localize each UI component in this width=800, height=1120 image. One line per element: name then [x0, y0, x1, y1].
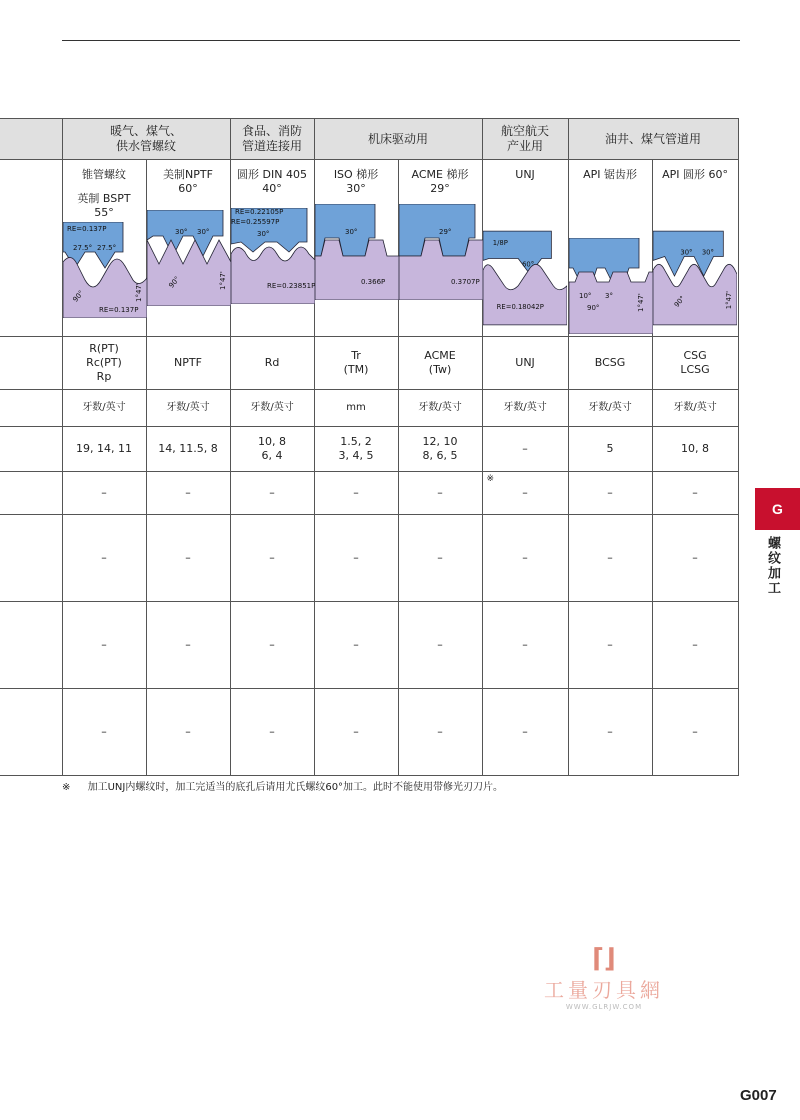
tool-row-3: [0, 602, 738, 689]
pitch-cell: 5: [568, 427, 652, 472]
profile-bspt: [62, 160, 146, 337]
dash-cell: –: [652, 515, 738, 602]
diagram-label: 30°: [344, 227, 357, 236]
dash-cell: –: [314, 602, 398, 689]
row-label-tool-2: [0, 515, 62, 602]
profile-sub: 30°: [346, 182, 366, 195]
thread-diagram-iso-trapezoid: [315, 204, 399, 300]
pitch-cell: 10, 8 6, 4: [230, 427, 314, 472]
thread-diagram-api-buttress: [569, 238, 653, 334]
profile-name: ACME 梯形: [411, 168, 469, 181]
diagram-label: 1°47': [134, 282, 143, 302]
profile-nptf: [146, 160, 230, 337]
thread-diagram-din405: [231, 208, 315, 304]
dash-cell: –: [230, 689, 314, 776]
section-tab[interactable]: [755, 488, 800, 530]
diagram-label: 60°: [521, 260, 534, 269]
unit-cell: mm: [314, 390, 398, 427]
dash-cell: –: [230, 472, 314, 515]
dash-cell-noted: [482, 472, 568, 515]
watermark: [534, 944, 674, 1011]
profile-acme: [398, 160, 482, 337]
profile-api-buttress: [568, 160, 652, 337]
diagram-label: 1°47': [724, 290, 733, 310]
code-cell: R(PT) Rc(PT) Rp: [62, 337, 146, 390]
pitch-cell: –: [482, 427, 568, 472]
diagram-label: 30°: [196, 227, 209, 236]
row-label-unit: [0, 390, 62, 427]
diagram-label: 30°: [256, 229, 269, 238]
tool-row-2: [0, 515, 738, 602]
dash-cell: –: [62, 689, 146, 776]
watermark-logo-icon: ⌈⌋: [592, 944, 616, 974]
profile-name: API 圆形 60°: [662, 168, 728, 181]
section-tab-label: 螺纹加工: [765, 536, 780, 596]
diagram-label: 90°: [70, 288, 85, 304]
profile-name: 锥管螺纹: [82, 168, 126, 181]
thread-diagram-unj: [483, 230, 567, 326]
unit-row: [0, 390, 738, 427]
dash-cell: –: [62, 472, 146, 515]
pitch-cell: 10, 8: [652, 427, 738, 472]
dash-cell: –: [62, 515, 146, 602]
footnote-text: 加工UNJ内螺纹时，加工完适当的底孔后请用尤氏螺纹60°加工。此时不能使用带修光刃刀片。: [87, 782, 504, 793]
unit-cell: 牙数/英寸: [652, 390, 738, 427]
category-heating: 暖气、煤气、 供水管螺纹: [62, 119, 230, 160]
profile-iso-trapezoid: [314, 160, 398, 337]
unit-cell: 牙数/英寸: [568, 390, 652, 427]
tool-row-1: [0, 472, 738, 515]
pitch-cell: 1.5, 2 3, 4, 5: [314, 427, 398, 472]
section-tab-letter: G: [772, 501, 783, 517]
profile-row: [0, 160, 738, 337]
profile-name: 美制NPTF: [163, 168, 213, 181]
category-row: [0, 119, 738, 160]
profile-sub: 60°: [178, 182, 198, 195]
code-cell: Tr (TM): [314, 337, 398, 390]
row-label-tool-3: [0, 602, 62, 689]
dash-cell: –: [652, 472, 738, 515]
diagram-label: 10°: [578, 292, 591, 300]
profile-name: API 锯齿形: [583, 168, 637, 181]
diagram-label: 30°: [701, 248, 714, 257]
row-label-profile: [0, 160, 62, 337]
profile-api-round: [652, 160, 738, 337]
dash-cell: –: [652, 689, 738, 776]
dash-cell: –: [230, 602, 314, 689]
dash-cell: –: [314, 472, 398, 515]
diagram-label: RE=0.23851P: [266, 281, 315, 290]
code-cell: CSG LCSG: [652, 337, 738, 390]
dash-text: –: [522, 486, 528, 500]
diagram-label: 30°: [174, 227, 187, 236]
diagram-label: RE=0.137P: [98, 305, 138, 314]
unit-cell: 牙数/英寸: [482, 390, 568, 427]
dash-cell: –: [146, 472, 230, 515]
diagram-label: 1°47': [218, 270, 227, 290]
unit-cell: 牙数/英寸: [398, 390, 482, 427]
dash-cell: –: [398, 689, 482, 776]
category-machine: 机床驱动用: [314, 119, 482, 160]
page-number: G007: [740, 1087, 777, 1104]
dash-cell: –: [568, 689, 652, 776]
code-cell: BCSG: [568, 337, 652, 390]
diagram-label: 27.5°: [72, 243, 92, 252]
pitch-cell: 14, 11.5, 8: [146, 427, 230, 472]
watermark-url: WWW.GLRJW.COM: [565, 1003, 643, 1011]
unit-cell: 牙数/英寸: [230, 390, 314, 427]
diagram-label: 29°: [438, 227, 451, 236]
dash-cell: –: [482, 689, 568, 776]
dash-cell: –: [482, 602, 568, 689]
category-oilgas: 油井、煤气管道用: [568, 119, 738, 160]
profile-name: ISO 梯形: [333, 168, 379, 181]
dash-cell: –: [568, 602, 652, 689]
row-label-tool-1: [0, 472, 62, 515]
dash-cell: –: [146, 515, 230, 602]
row-label-code: [0, 337, 62, 390]
thread-diagram-api-round: [653, 230, 737, 326]
code-cell: NPTF: [146, 337, 230, 390]
profile-din405: [230, 160, 314, 337]
dash-cell: –: [568, 515, 652, 602]
dash-cell: –: [62, 602, 146, 689]
profile-sub: 29°: [430, 182, 450, 195]
diagram-label: 27.5°: [96, 243, 116, 252]
profile-sub: 40°: [262, 182, 282, 195]
diagram-label: 0.3707P: [450, 277, 480, 286]
dash-cell: –: [652, 602, 738, 689]
dash-cell: –: [398, 515, 482, 602]
dash-cell: –: [314, 515, 398, 602]
profile-sub: 英制 BSPT 55°: [77, 192, 131, 219]
row-label-pitch: [0, 427, 62, 472]
diagram-label: RE=0.22105P: [234, 207, 283, 216]
dash-cell: –: [482, 515, 568, 602]
dash-cell: –: [146, 689, 230, 776]
diagram-label: RE=0.137P: [66, 224, 106, 233]
row-label-tool-4: [0, 689, 62, 776]
diagram-label: RE=0.18042P: [496, 303, 544, 312]
pitch-cell: 19, 14, 11: [62, 427, 146, 472]
dash-cell: –: [230, 515, 314, 602]
diagram-label: 0.366P: [360, 277, 385, 286]
diagram-label: 90°: [586, 304, 599, 312]
dash-cell: –: [568, 472, 652, 515]
dash-cell: –: [146, 602, 230, 689]
thread-diagram-acme: [399, 204, 483, 300]
code-cell: ACME (Tw): [398, 337, 482, 390]
pitch-cell: 12, 10 8, 6, 5: [398, 427, 482, 472]
diagram-label: RE=0.25597P: [230, 217, 279, 226]
profile-name: 圆形 DIN 405: [237, 168, 307, 181]
diagram-label: 90°: [672, 294, 687, 309]
diagram-label: 30°: [679, 248, 692, 257]
category-blank: [0, 119, 62, 160]
profile-name: UNJ: [515, 168, 535, 181]
profile-unj: [482, 160, 568, 337]
diagram-label: 90°: [166, 274, 181, 290]
diagram-label: 1/8P: [492, 238, 508, 247]
code-cell: UNJ: [482, 337, 568, 390]
diagram-label: 3°: [604, 292, 613, 300]
thread-diagram-bspt: [63, 222, 147, 318]
top-rule: [62, 40, 740, 41]
dash-cell: –: [398, 472, 482, 515]
diagram-label: 1°47': [636, 293, 645, 312]
category-food: 食品、消防 管道连接用: [230, 119, 314, 160]
tool-row-4: [0, 689, 738, 776]
unit-cell: 牙数/英寸: [146, 390, 230, 427]
code-row: [0, 337, 738, 390]
watermark-name: 工量刃具網: [544, 978, 664, 1002]
footnote-mark: ※: [62, 782, 71, 793]
pitch-row: [0, 427, 738, 472]
code-cell: Rd: [230, 337, 314, 390]
thread-spec-table: [0, 118, 739, 776]
dash-cell: –: [398, 602, 482, 689]
footnote: [62, 778, 503, 793]
dash-cell: –: [314, 689, 398, 776]
category-aerospace: 航空航天 产业用: [482, 119, 568, 160]
note-mark: ※: [486, 474, 495, 484]
thread-diagram-nptf: [147, 210, 231, 306]
unit-cell: 牙数/英寸: [62, 390, 146, 427]
